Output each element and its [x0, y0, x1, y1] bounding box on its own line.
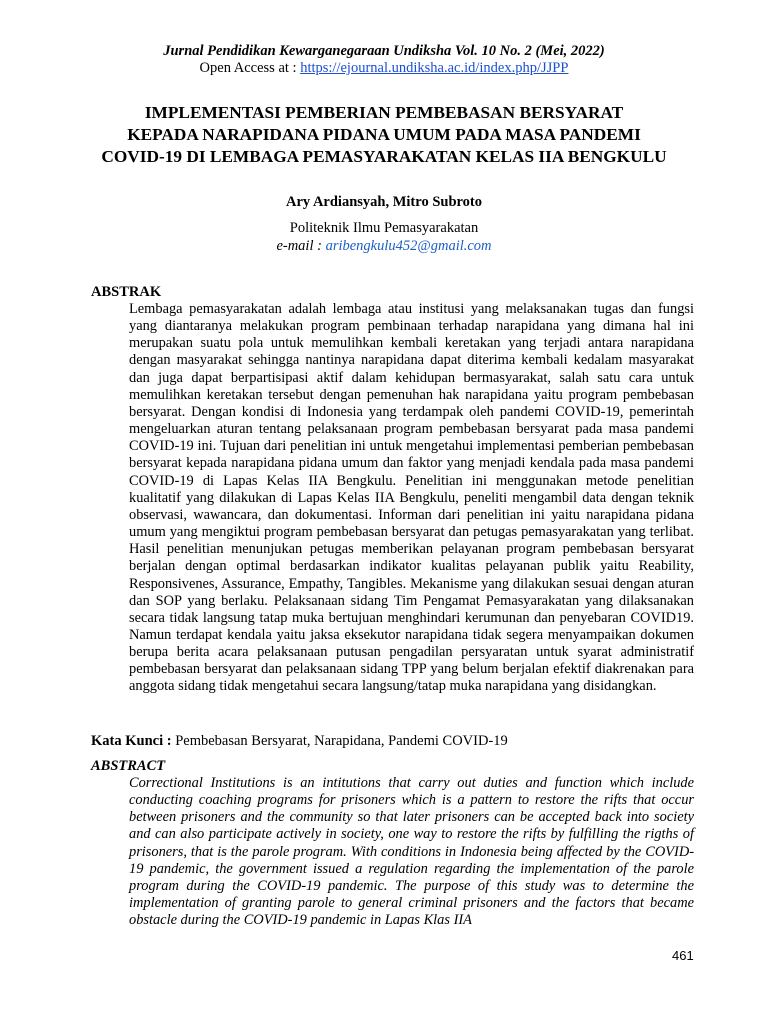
keywords-label: Kata Kunci :: [91, 733, 176, 749]
email-label: e-mail :: [276, 238, 326, 254]
page-number: 461: [672, 948, 694, 963]
title-line-3: COVID-19 DI LEMBAGA PEMASYARAKATAN KELAS IIA BENGKULU: [101, 147, 667, 166]
abstrak-heading: ABSTRAK: [91, 284, 162, 300]
paper-title: [40, 102, 728, 168]
open-access-line: [0, 60, 768, 77]
abstract-body: Correctional Institutions is an intitutions that carry out duties and function which include conducting coaching programs for prisoners which is a pattern to restore the rifts that occur between prisoners and the community so that later prisoners can be accepted back into society and can also participate actively in society, one way to restore the rifts by fulfilling the rigths of prisoners, that is the parole program. With conditions in Indonesia being affected by the COVID-19 pandemic, the government issued a regulation regarding the implementation of the parole program during the COVID-19 pandemic. The purpose of this study was to determine the implementation of granting parole to general criminal prisoners and the factors that became obstacle during the COVID-19 pandemic in Lapas Klas IIA: [129, 775, 694, 929]
abstrak-body: Lembaga pemasyarakatan adalah lembaga atau institusi yang melaksanakan tugas dan fungsi yang diantaranya melakukan program pembinaan terhadap narapidana yang dimana hal ini merupakan suatu pola untuk memulihkan kembali keretakan yang terjadi antara narapidana dengan masyarakat sehingga nantinya narapidana dapat diterima kembali kedalam masyarakat dan juga dapat berpartisipasi aktif dalam kehidupan bermasyarakat, salah satu cara untuk memulihkan keretakan tersebut dengan pemenuhan hak narapidana yaitu program pembebasan bersyarat. Dengan kondisi di Indonesia yang terdampak oleh pandemi COVID-19, pemerintah mengeluarkan aturan tentang pelaksanaan program pembebasan bersyarat pada masa pandemi COVID-19 ini. Tujuan dari penelitian ini untuk mengetahui implementasi pemberian pembebasan bersyarat kepada narapidana pidana umum dan faktor yang menjadi kendala pada masa pandemi COVID-19 di Lapas Kelas IIA Bengkulu. Penelitian ini menggunakan metode penelitian kualitatif yang dilakukan di Lapas Kelas IIA Bengkulu, peneliti mengambil data dengan teknik observasi, wawancara, dan dokumentasi. Informan dari penelitian ini yaitu narapidana pidana umum yang mengiktui program pembebasan bersyarat dan petugas pemasyarakatan yang terlibat. Hasil penelitian menunjukan petugas memberikan pelayanan program pembebasan bersyarat berjalan dengan optimal berdasarkan indikator kualitas pelayanan publik yaitu Reability, Responsivenes, Assurance, Empathy, Tangibles. Mekanisme yang dilakukan sesuai dengan aturan dan SOP yang berlaku. Pelaksanaan sidang Tim Pengamat Pemasyarakatan yang dilaksanakan secara tidak langsung tatap muka bertujuan menghindari kerumunan dan penyebaran COVID19. Namun terdapat kendala yaitu jaksa eksekutor narapidana tidak segera menyampaikan dokumen berupa berita acara pelaksanaan putusan pengadilan persyaratan untuk syarat administratif pembebasan bersyarat dan pelaksanaan sidang TPP yang belum berjalan efektif diakrenakan para anggota sidang tidak mengetahui secara langsung/tatap muka narapidana yang disidangkan.: [129, 301, 694, 695]
affiliation: Politeknik Ilmu Pemasyarakatan: [289, 220, 479, 236]
title-line-1: IMPLEMENTASI PEMBERIAN PEMBEBASAN BERSYARAT: [144, 103, 624, 122]
journal-citation: Jurnal Pendidikan Kewarganegaraan Undiksha Vol. 10 No. 2 (Mei, 2022): [163, 43, 605, 59]
open-access-label: Open Access at :: [199, 60, 301, 76]
keywords-line: [91, 732, 508, 750]
email-line: [0, 237, 768, 255]
abstract-heading: ABSTRACT: [91, 758, 166, 774]
email-address-link[interactable]: aribengkulu452@gmail.com: [325, 238, 492, 254]
journal-url-link[interactable]: https://ejournal.undiksha.ac.id/index.php/JJPP: [300, 60, 569, 76]
authors: Ary Ardiansyah, Mitro Subroto: [285, 194, 483, 210]
title-line-2: KEPADA NARAPIDANA PIDANA UMUM PADA MASA PANDEMI: [127, 125, 641, 144]
keywords-value: Pembebasan Bersyarat, Narapidana, Pandemi COVID-19: [175, 733, 508, 749]
